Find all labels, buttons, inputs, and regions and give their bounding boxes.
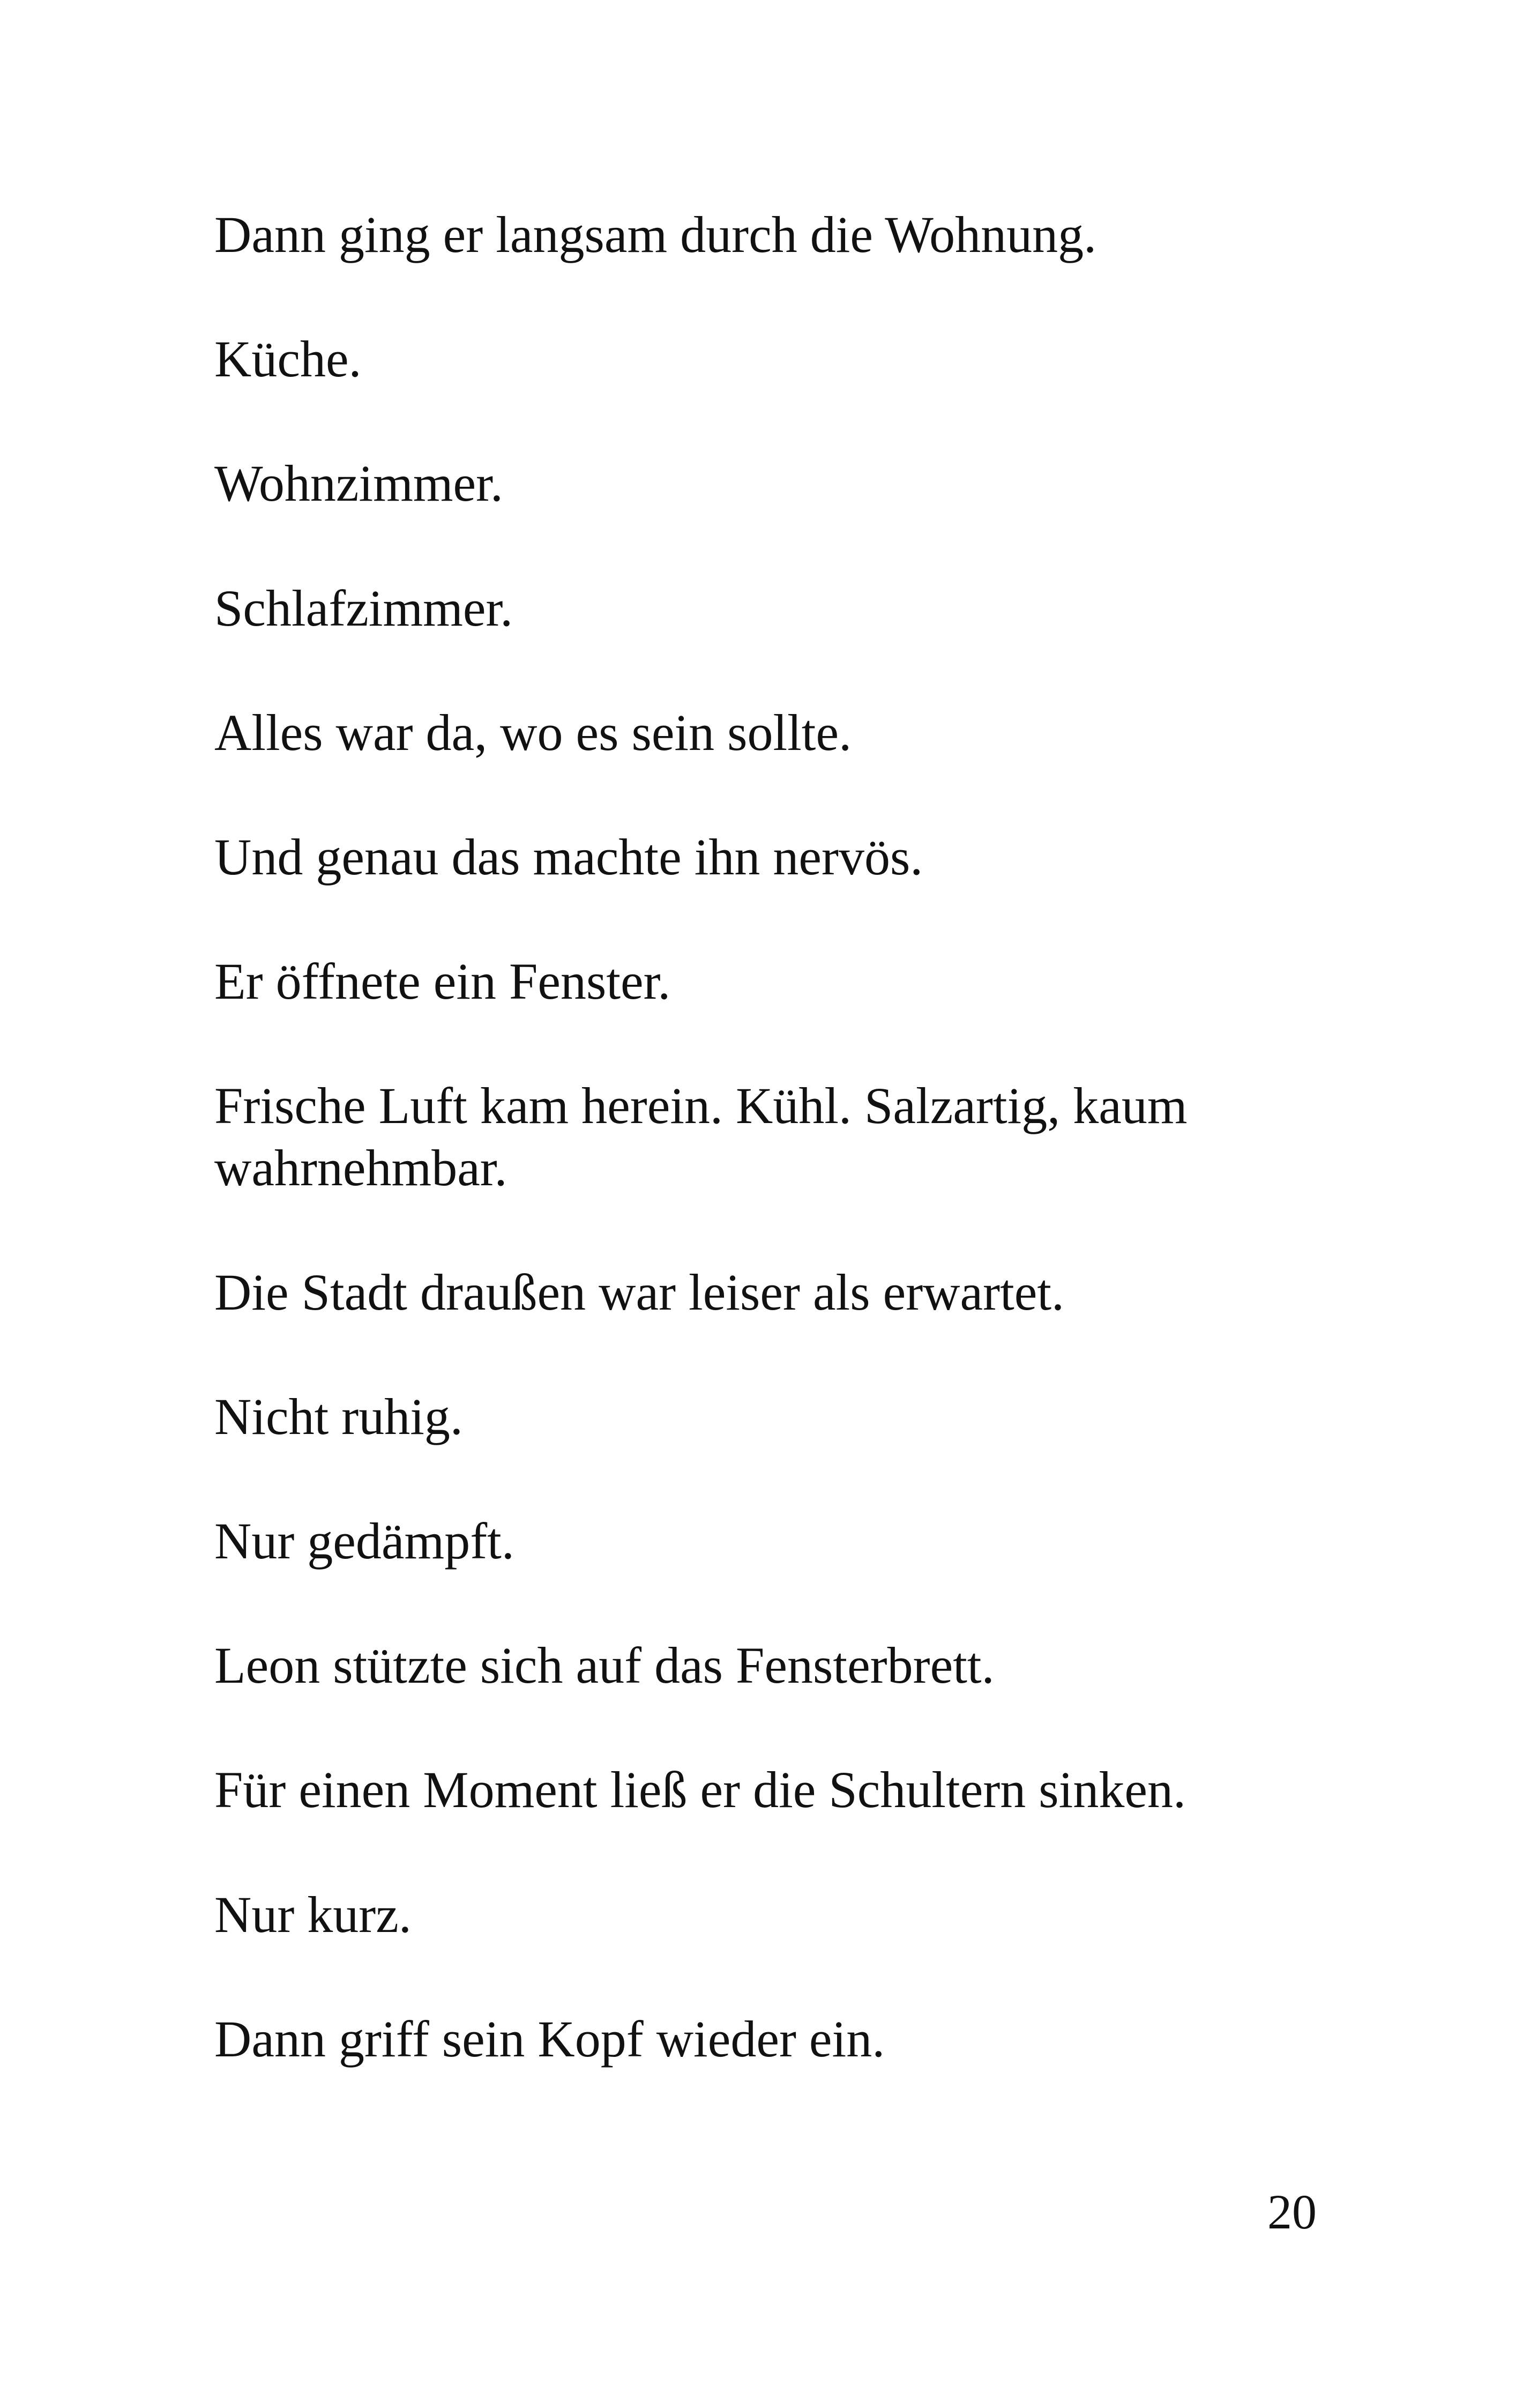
paragraph: Die Stadt draußen war leiser als erwartet. bbox=[214, 1263, 1065, 1321]
paragraph: Leon stützte sich auf das Fensterbrett. bbox=[214, 1637, 995, 1694]
paragraph: Nicht ruhig. bbox=[214, 1387, 463, 1445]
body-text bbox=[214, 204, 1340, 2132]
paragraph: Und genau das machte ihn nervös. bbox=[214, 828, 923, 886]
paragraph: Nur kurz. bbox=[214, 1885, 412, 1943]
paragraph: Alles war da, wo es sein sollte. bbox=[214, 703, 852, 761]
paragraph: Schlafzimmer. bbox=[214, 579, 513, 637]
paragraph: Dann griff sein Kopf wieder ein. bbox=[214, 2010, 885, 2068]
paragraph: Frische Luft kam herein. Kühl. Salzartig, kaum wahrnehmbar. bbox=[214, 1077, 1188, 1196]
paragraph: Dann ging er langsam durch die Wohnung. bbox=[214, 206, 1097, 263]
paragraph: Für einen Moment ließ er die Schultern sinken. bbox=[214, 1761, 1186, 1819]
paragraph: Wohnzimmer. bbox=[214, 455, 503, 512]
paragraph: Er öffnete ein Fenster. bbox=[214, 953, 671, 1010]
paragraph: Nur gedämpft. bbox=[214, 1512, 514, 1570]
paragraph: Küche. bbox=[214, 330, 362, 388]
page-number: 20 bbox=[1267, 2184, 1317, 2239]
